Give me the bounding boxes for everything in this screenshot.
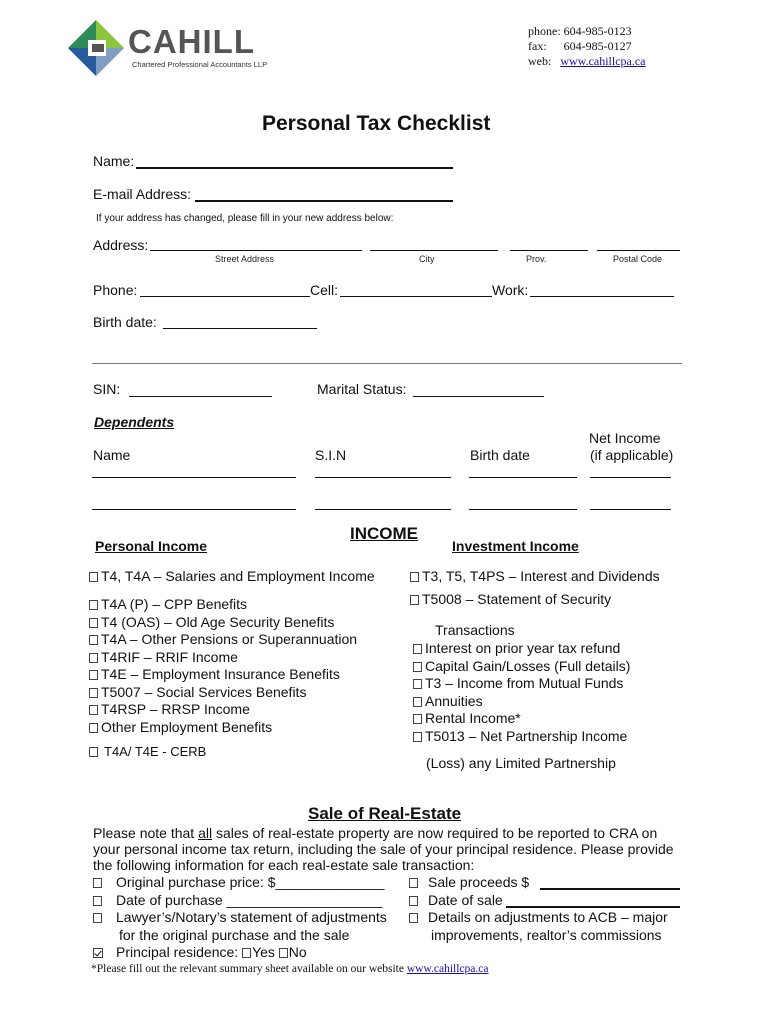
website-link[interactable]: www.cahillcpa.ca (560, 54, 646, 68)
checkbox[interactable] (93, 878, 102, 888)
dependent-2-income[interactable] (590, 509, 671, 510)
investment-item[interactable] (413, 693, 630, 711)
investment-item[interactable] (413, 728, 630, 746)
checkbox[interactable] (89, 653, 98, 663)
acb-adjustments-item-cont: improvements, realtor’s commissions (431, 926, 662, 943)
investment-item-label: T3 – Income from Mutual Funds (425, 675, 624, 691)
note-text: Please note that (93, 825, 199, 841)
investment-item[interactable] (413, 675, 630, 693)
real-estate-note (93, 825, 674, 873)
birth-label: Birth date: (93, 314, 157, 330)
real-estate-right-list (409, 874, 668, 944)
name-field[interactable] (136, 167, 453, 169)
logo-tagline: Chartered Professional Accountants LLP (132, 60, 268, 69)
personal-item-t4[interactable] (89, 568, 375, 584)
birth-field[interactable] (163, 328, 317, 329)
checkbox[interactable] (89, 600, 98, 610)
fax-label: fax: (528, 39, 547, 53)
marital-field[interactable] (413, 396, 544, 397)
checkbox[interactable] (409, 878, 418, 888)
item-label: Date of purchase ____________________ (116, 891, 383, 908)
investment-item-t3[interactable] (410, 568, 660, 584)
personal-item-label: T4, T4A – Salaries and Employment Income (101, 568, 375, 584)
checkbox[interactable] (89, 705, 98, 715)
sale-date-field[interactable] (506, 906, 680, 908)
personal-item-cerb[interactable] (89, 744, 206, 759)
investment-item-label: Annuities (425, 692, 483, 709)
prov-caption: Prov. (526, 254, 547, 264)
company-logo (66, 18, 291, 78)
investment-transactions: Transactions (435, 622, 515, 638)
dependent-1-sin[interactable] (315, 477, 451, 478)
sin-field[interactable] (129, 396, 272, 397)
work-field[interactable] (530, 296, 674, 297)
page-title: Personal Tax Checklist (262, 112, 491, 135)
checkbox[interactable] (413, 714, 422, 724)
contact-web (528, 54, 646, 69)
investment-item-t5008[interactable] (410, 591, 611, 607)
address-label: Address: (93, 237, 149, 253)
investment-item-label: T5013 – Net Partnership Income (425, 727, 628, 744)
personal-item-label: Other Employment Benefits (101, 718, 273, 735)
income-heading: INCOME (350, 524, 418, 543)
phone-value: 604-985-0123 (563, 24, 632, 38)
personal-income-list (89, 596, 357, 736)
lawyer-statement-item[interactable] (93, 909, 387, 927)
investment-item-label: Interest on prior year tax refund (425, 640, 621, 656)
city-field[interactable] (370, 250, 498, 251)
personal-item-label: T4RSP – RRSP Income (101, 701, 250, 717)
personal-item[interactable] (89, 701, 357, 719)
investment-item[interactable] (413, 658, 630, 676)
section-divider (92, 363, 682, 364)
checkbox[interactable] (413, 644, 422, 654)
dependents-col-income-1: Net Income (589, 430, 661, 446)
dependents-col-income-2: (if applicable) (590, 447, 674, 463)
contact-fax (528, 39, 632, 54)
checkbox[interactable] (409, 913, 418, 923)
checkbox[interactable] (89, 688, 98, 698)
investment-item-label: Rental Income* (425, 710, 521, 726)
contact-phone (528, 24, 632, 39)
address-note: If your address has changed, please fill in your new address below: (96, 213, 394, 224)
note-emphasis: all (198, 825, 213, 841)
dependents-heading: Dependents (94, 414, 175, 430)
checkbox[interactable] (89, 618, 98, 628)
investment-item[interactable] (413, 710, 630, 728)
checkbox[interactable] (413, 662, 422, 672)
street-caption: Street Address (215, 254, 275, 264)
personal-item-label: T4E – Employment Insurance Benefits (101, 666, 340, 682)
purchase-price-item[interactable] (93, 874, 387, 892)
item-label: Sale proceeds $ (428, 874, 530, 890)
no-label: No (288, 944, 307, 960)
dependent-1-income[interactable] (590, 477, 671, 478)
investment-income-list (413, 640, 630, 745)
fax-value: 604-985-0127 (563, 39, 632, 53)
personal-item-label: T4A (P) – CPP Benefits (101, 596, 248, 612)
email-field[interactable] (195, 200, 453, 202)
yes-label: Yes (252, 944, 279, 960)
name-label: Name: (93, 153, 135, 169)
real-estate-left-list (93, 874, 387, 962)
dependents-col-name: Name (93, 447, 131, 463)
no-checkbox[interactable] (279, 948, 288, 958)
checkbox[interactable] (413, 697, 422, 707)
investment-item-label: T5008 – Statement of Security (422, 591, 612, 607)
note-text: sales of real-estate property are now required to be reported to CRA on (212, 825, 658, 841)
real-estate-note-line-2: your personal income tax return, including the sale of your principal residence. Please provide (93, 841, 674, 857)
investment-item-label: Capital Gain/Losses (Full details) (425, 657, 631, 674)
checkbox[interactable] (89, 723, 98, 733)
checkbox[interactable] (410, 572, 419, 582)
dependent-2-name[interactable] (92, 509, 296, 510)
checkbox[interactable] (89, 670, 98, 680)
checkbox[interactable] (413, 679, 422, 689)
personal-income-heading: Personal Income (95, 538, 208, 554)
yes-checkbox[interactable] (242, 948, 251, 958)
sin-label: SIN: (93, 381, 121, 397)
personal-item-label: T4RIF – RRIF Income (101, 648, 238, 665)
prov-field[interactable] (510, 250, 588, 251)
dependents-col-sin: S.I.N (315, 447, 347, 463)
personal-item[interactable] (89, 596, 357, 614)
personal-item-label: T4A/ T4E - CERB (104, 744, 207, 759)
dependent-2-sin[interactable] (315, 509, 451, 510)
logo-diamond-icon (66, 18, 130, 78)
personal-item-label: T4A – Other Pensions or Superannuation (101, 631, 358, 647)
phone-label: phone: (528, 24, 561, 38)
personal-item[interactable] (89, 684, 357, 702)
personal-item-label: T4 (OAS) – Old Age Security Benefits (101, 613, 335, 630)
marital-label: Marital Status: (317, 381, 407, 397)
footer-text: *Please fill out the relevant summary sheet available on our website (91, 963, 407, 975)
item-label: Principal residence: (116, 944, 243, 960)
dependent-1-name[interactable] (92, 477, 296, 478)
footer-website-link[interactable]: www.cahillcpa.ca (406, 963, 489, 975)
postal-caption: Postal Code (613, 254, 663, 264)
investment-item-label: T3, T5, T4PS – Interest and Dividends (422, 568, 660, 584)
sale-proceeds-field[interactable] (540, 888, 680, 890)
principal-residence-item[interactable] (93, 944, 387, 962)
street-field[interactable] (150, 250, 362, 251)
real-estate-note-line-1 (93, 825, 674, 841)
investment-loss-note: (Loss) any Limited Partnership (426, 755, 616, 771)
personal-item[interactable] (89, 649, 357, 667)
phone-label-field: Phone: (93, 282, 138, 298)
checkbox[interactable] (410, 595, 419, 605)
personal-item-label: T5007 – Social Services Benefits (101, 683, 307, 700)
dependent-2-birth[interactable] (469, 509, 577, 510)
personal-item[interactable] (89, 614, 357, 632)
work-label: Work: (492, 282, 529, 298)
checkbox[interactable] (89, 572, 98, 582)
lawyer-statement-item-cont: for the original purchase and the sale (119, 926, 350, 943)
real-estate-heading: Sale of Real-Estate (308, 804, 462, 823)
checkbox[interactable] (409, 896, 418, 906)
item-label: Lawyer’s/Notary’s statement of adjustments (116, 909, 387, 925)
checkbox[interactable] (93, 913, 102, 923)
investment-income-heading: Investment Income (452, 538, 579, 554)
personal-item[interactable] (89, 719, 357, 737)
checkbox[interactable] (89, 635, 98, 645)
email-label: E-mail Address: (93, 186, 192, 202)
personal-item[interactable] (89, 666, 357, 684)
phone-field[interactable] (140, 296, 310, 297)
city-caption: City (419, 254, 435, 264)
checkbox[interactable] (413, 732, 422, 742)
item-label: Original purchase price: $______________ (116, 874, 385, 890)
item-label: Date of sale (428, 891, 503, 908)
footer-note (91, 963, 488, 975)
cell-field[interactable] (340, 296, 492, 297)
acb-adjustments-item[interactable] (409, 909, 668, 927)
web-label: web: (528, 54, 552, 68)
cell-label: Cell: (310, 282, 339, 298)
personal-item[interactable] (89, 631, 357, 649)
real-estate-note-line-3: the following information for each real-estate sale transaction: (93, 857, 475, 873)
postal-field[interactable] (597, 250, 680, 251)
dependents-col-birth: Birth date (470, 447, 530, 463)
item-label: Details on adjustments to ACB – major (428, 909, 668, 925)
logo-name: CAHILL (128, 23, 255, 60)
checked-checkbox[interactable] (93, 948, 103, 958)
purchase-date-item[interactable] (93, 892, 387, 910)
checkbox[interactable] (93, 896, 102, 906)
checkbox[interactable] (89, 747, 98, 757)
dependent-1-birth[interactable] (469, 477, 577, 478)
investment-item[interactable] (413, 640, 630, 658)
